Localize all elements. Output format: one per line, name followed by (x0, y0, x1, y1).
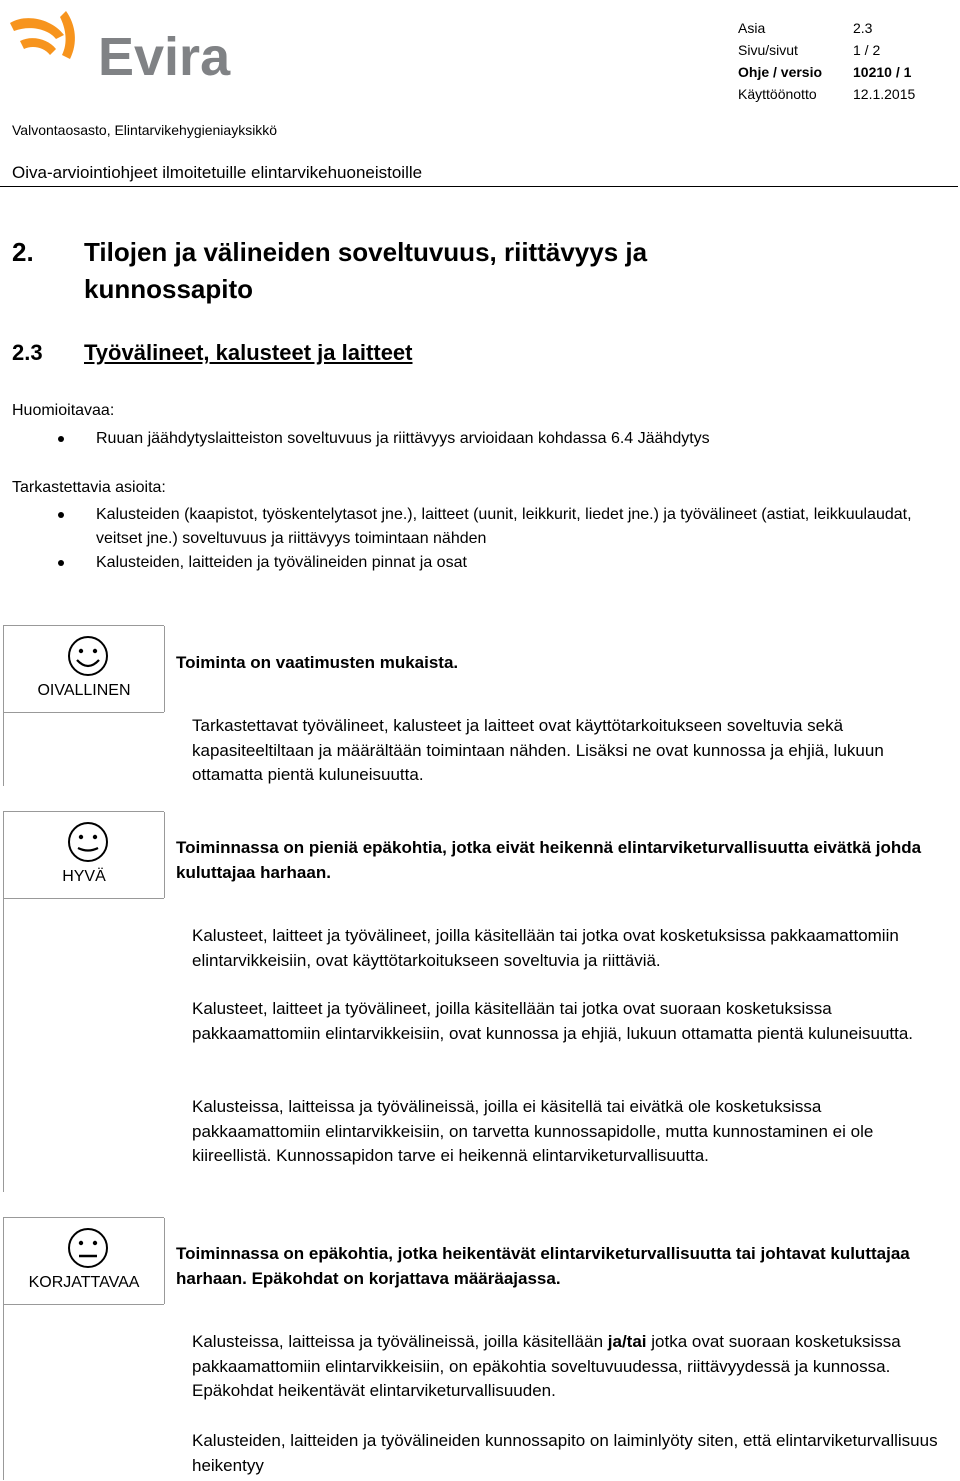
rating-paragraph: Kalusteissa, laitteissa ja työvälineissä, joilla ei käsitellä tai eivätkä ole kosketuksissa pakkaamattomiin elintarvikkeisiin, on tarvetta kunnossapidolle, mutta kunnostaminen ei ole kiireellistä. Kunnossapidon tarve ei heikennä elintarviketurvallisuutta. (192, 1097, 874, 1165)
list-item: Kalusteiden, laitteiden ja työvälineiden pinnat ja osat (56, 551, 936, 575)
subsection-number: 2.3 (12, 340, 43, 365)
rating-box-hyva (3, 811, 164, 1192)
rating-paragraph (192, 1330, 952, 1404)
subsection-title: Työvälineet, kalusteet ja laitteet (84, 340, 413, 365)
header-divider (0, 186, 958, 187)
list-item: Kalusteiden (kaapistot, työskentelytasot jne.), laitteet (uunit, leikkurit, liedet jne.) ja työvälineet (astiat, leikkuulaudat, veitset jne.) soveltuvuus ja riittävyys toimintaan nähden (56, 503, 936, 551)
paragraph-text: Kalusteissa, laitteissa ja työvälineissä, joilla käsitellään (192, 1332, 608, 1351)
meta-value: 2.3 (853, 20, 873, 36)
rating-label: KORJATTAVAA (28, 1274, 140, 1291)
smiley-happy-icon (66, 634, 110, 678)
rating-summary-oivallinen: Toiminta on vaatimusten mukaista. (176, 653, 459, 672)
box-divider (4, 1304, 164, 1305)
document-meta (738, 17, 915, 105)
box-divider (4, 712, 164, 713)
meta-row (738, 39, 915, 61)
evira-logo (6, 5, 256, 85)
rating-summary-hyva: Toiminnassa on pieniä epäkohtia, jotka eivät heikennä elintarviketurvallisuutta eivätkä johda kuluttajaa harhaan. (176, 838, 922, 882)
checks-label: Tarkastettavia asioita: (12, 479, 166, 496)
logo-text: Evira (98, 27, 231, 85)
rating-label: HYVÄ (62, 868, 106, 885)
box-divider (164, 626, 165, 712)
checks-list (56, 503, 936, 575)
meta-row (738, 61, 915, 83)
meta-value: 12.1.2015 (853, 86, 916, 102)
rating-summary-korjattavaa: Toiminnassa on epäkohtia, jotka heikentävät elintarviketurvallisuutta tai johtavat kuluttajaa harhaan. Epäkohdat on korjattava määräajassa. (176, 1244, 910, 1288)
notice-label: Huomioitavaa: (12, 402, 115, 419)
meta-value: 10210 / 1 (853, 64, 912, 80)
meta-value: 1 / 2 (853, 42, 881, 58)
rating-box-oivallinen (3, 625, 164, 786)
document-subtitle: Oiva-arviointiohjeet ilmoitetuille elintarvikehuoneistoille (12, 163, 423, 182)
rating-box-korjattavaa (3, 1217, 164, 1480)
meta-key: Sivu/sivut (738, 42, 798, 58)
smiley-slight-icon (66, 820, 110, 864)
rating-paragraph: Tarkastettavat työvälineet, kalusteet ja laitteet ovat käyttötarkoitukseen soveltuvia sekä kapasiteeltiltaan ja määrältään toimintaan nähden. Lisäksi ne ovat kunnossa ja ehjiä, lukuun ottamatta pientä kuluneisuutta. (192, 716, 884, 784)
meta-key: Ohje / versio (738, 64, 823, 80)
list-item: Ruuan jäähdytyslaitteiston soveltuvuus ja riittävyys arvioidaan kohdassa 6.4 Jäähdytys (56, 427, 946, 451)
box-divider (164, 812, 165, 898)
section-heading (12, 234, 648, 304)
subsection-heading (12, 338, 413, 368)
meta-key: Käyttöönotto (738, 86, 817, 102)
rating-paragraph: Kalusteet, laitteet ja työvälineet, joilla käsitellään tai jotka ovat kosketuksissa pakkaamattomiin elintarvikkeisiin, ovat käyttötarkoitukseen soveltuvia ja riittäviä. (192, 926, 899, 970)
meta-row (738, 17, 915, 39)
section-number: 2. (12, 237, 34, 267)
neutral-face-icon (66, 1226, 110, 1270)
rating-paragraph: Kalusteiden, laitteiden ja työvälineiden kunnossapito on laiminlyöty siten, että elintarviketurvallisuus heikentyy (192, 1431, 938, 1475)
notice-list (56, 427, 946, 451)
box-divider (4, 898, 164, 899)
rating-paragraph: Kalusteet, laitteet ja työvälineet, joilla käsitellään tai jotka ovat suoraan kosketuksissa pakkaamattomiin elintarvikkeisiin, ovat kunnossa ja ehjiä, lukuun ottamatta pientä kuluneisuutta. (192, 999, 914, 1043)
section-title: Tilojen ja välineiden soveltuvuus, riittävyys ja kunnossapito (84, 237, 648, 304)
meta-key: Asia (738, 20, 766, 36)
meta-row (738, 83, 915, 105)
box-divider (164, 1218, 165, 1304)
paragraph-text: jotka ovat suoraan kosketuksissa pakkaamattomiin elintarvikkeisiin, on epäkohtia soveltuvuudessa, riittävyydessä ja kunnossa. Epäkohdat heikentävät elintarviketurvallisuuden. (192, 1332, 901, 1400)
emphasis-text: ja/tai (607, 1332, 647, 1351)
rating-label: OIVALLINEN (37, 682, 131, 699)
department-name: Valvontaosasto, Elintarvikehygieniayksikkö (12, 122, 278, 138)
